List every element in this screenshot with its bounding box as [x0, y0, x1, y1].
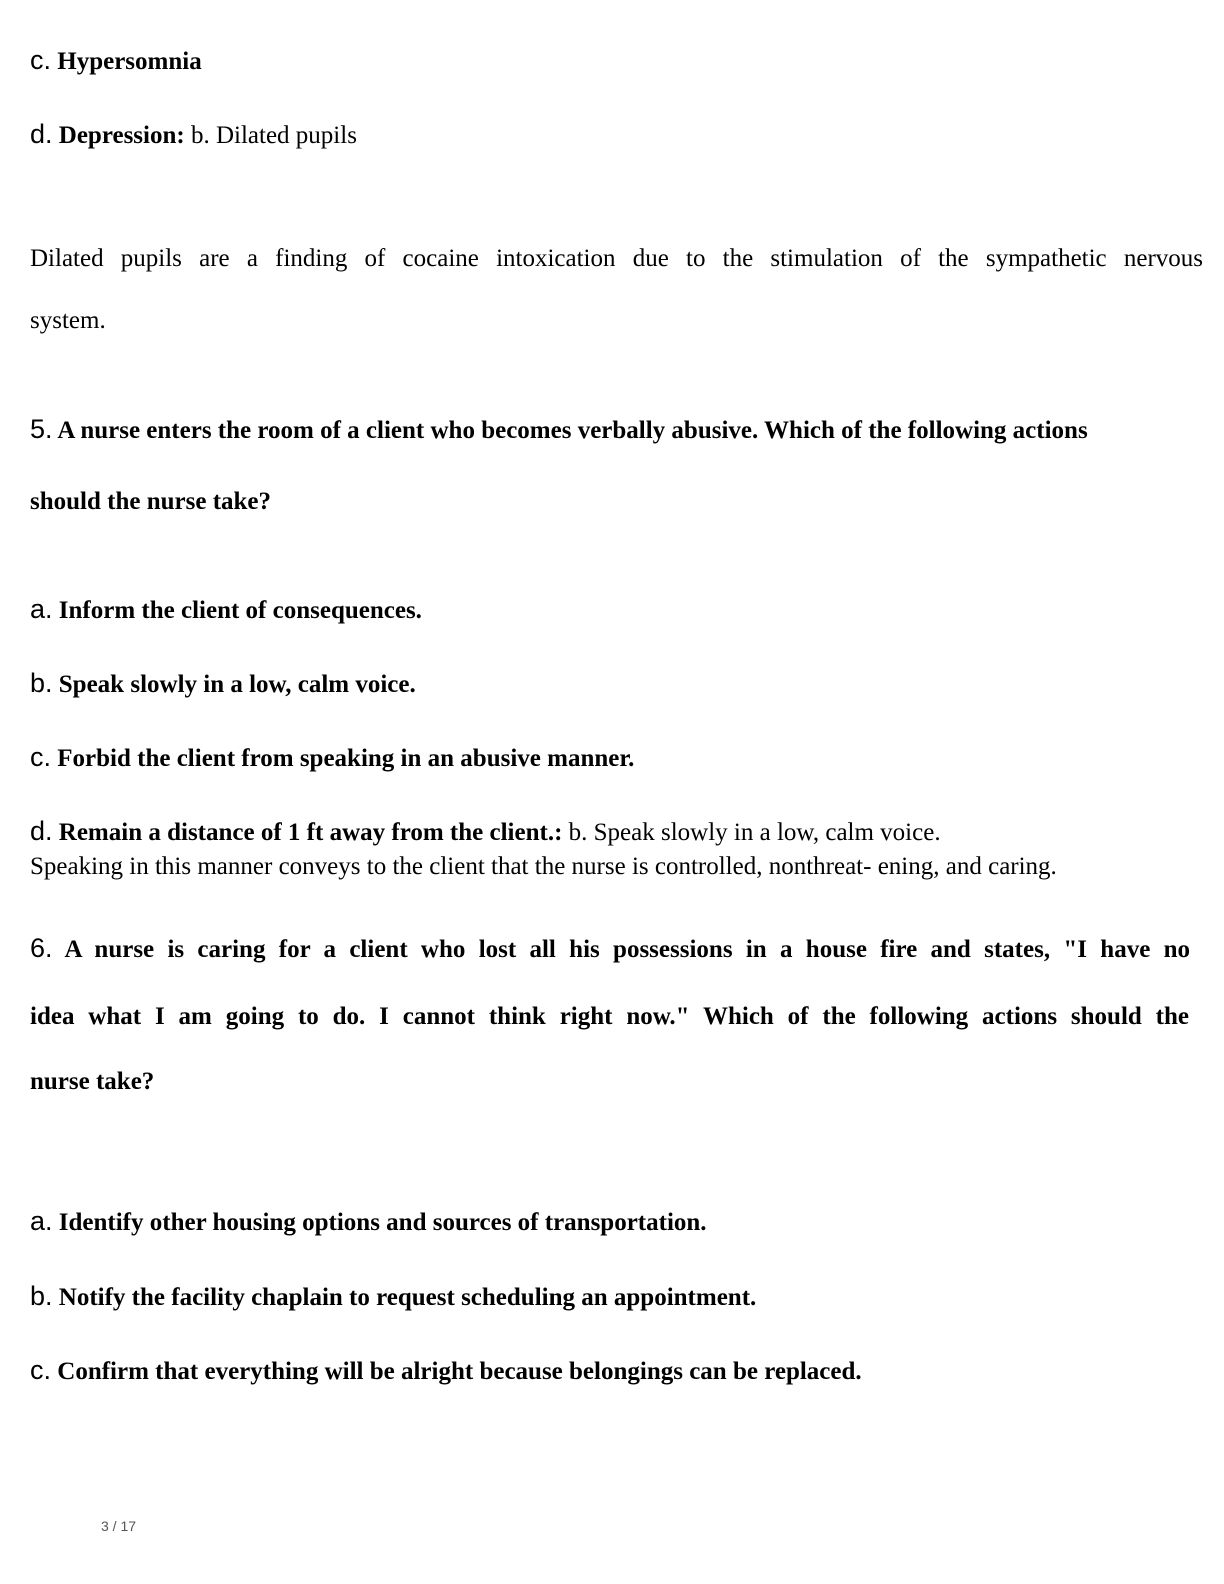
q4-option-c	[30, 44, 202, 78]
option-text: Inform the client of consequences.	[58, 597, 422, 624]
q4-rationale-line-1: Dilated pupils are a finding of cocaine intoxication due to the stimulation of the sympathetic nervous	[30, 245, 1203, 272]
q6-option-a	[30, 1205, 707, 1239]
answer-text: b. Dilated pupils	[184, 122, 357, 149]
q4-rationale-line-2: system.	[30, 307, 106, 334]
option-text: Confirm that everything will be alright because belongings can be replaced.	[57, 1358, 862, 1385]
option-letter: b.	[30, 668, 53, 698]
question-text: A nurse is caring for a client who lost all his possessions in a house fire and states, "I have no	[64, 936, 1190, 963]
option-letter: d.	[30, 119, 53, 149]
q6-stem-line-2: idea what I am going to do. I cannot think right now." Which of the following actions should the	[30, 1003, 1189, 1030]
q6-stem-line-3: nurse take?	[30, 1068, 155, 1095]
question-number: 5.	[30, 414, 53, 444]
option-letter: a.	[30, 594, 53, 624]
option-letter: d.	[30, 816, 53, 846]
question-number: 6.	[30, 933, 53, 963]
q5-rationale: Speaking in this manner conveys to the client that the nurse is controlled, nonthreat- ening, and caring.	[30, 853, 1057, 880]
q4-option-d	[30, 118, 357, 152]
option-letter: c.	[30, 742, 52, 772]
option-letter: a.	[30, 1206, 53, 1236]
answer-text: b. Speak slowly in a low, calm voice.	[562, 819, 941, 846]
option-text: Depression:	[58, 122, 185, 149]
option-text: Speak slowly in a low, calm voice.	[58, 671, 416, 698]
q5-option-b	[30, 667, 416, 701]
q6-option-c	[30, 1354, 862, 1388]
option-letter: c.	[30, 45, 52, 75]
question-text: A nurse enters the room of a client who becomes verbally abusive. Which of the following actions	[57, 417, 1088, 444]
q5-option-c	[30, 741, 634, 775]
option-text: Forbid the client from speaking in an abusive manner.	[57, 745, 635, 772]
option-text: Identify other housing options and sources of transportation.	[58, 1209, 707, 1236]
q5-option-d	[30, 815, 941, 849]
page-indicator: 3 / 17	[101, 1518, 137, 1534]
option-text: Hypersomnia	[57, 48, 202, 75]
q6-option-b	[30, 1280, 756, 1314]
option-text: Remain a distance of 1 ft away from the client.:	[58, 819, 563, 846]
q6-stem-line-1	[30, 932, 1190, 966]
option-letter: b.	[30, 1281, 53, 1311]
option-text: Notify the facility chaplain to request scheduling an appointment.	[58, 1284, 757, 1311]
q5-stem-line-1	[30, 413, 1088, 447]
option-letter: c.	[30, 1355, 52, 1385]
q5-stem-line-2: should the nurse take?	[30, 488, 272, 515]
q5-option-a	[30, 593, 422, 627]
